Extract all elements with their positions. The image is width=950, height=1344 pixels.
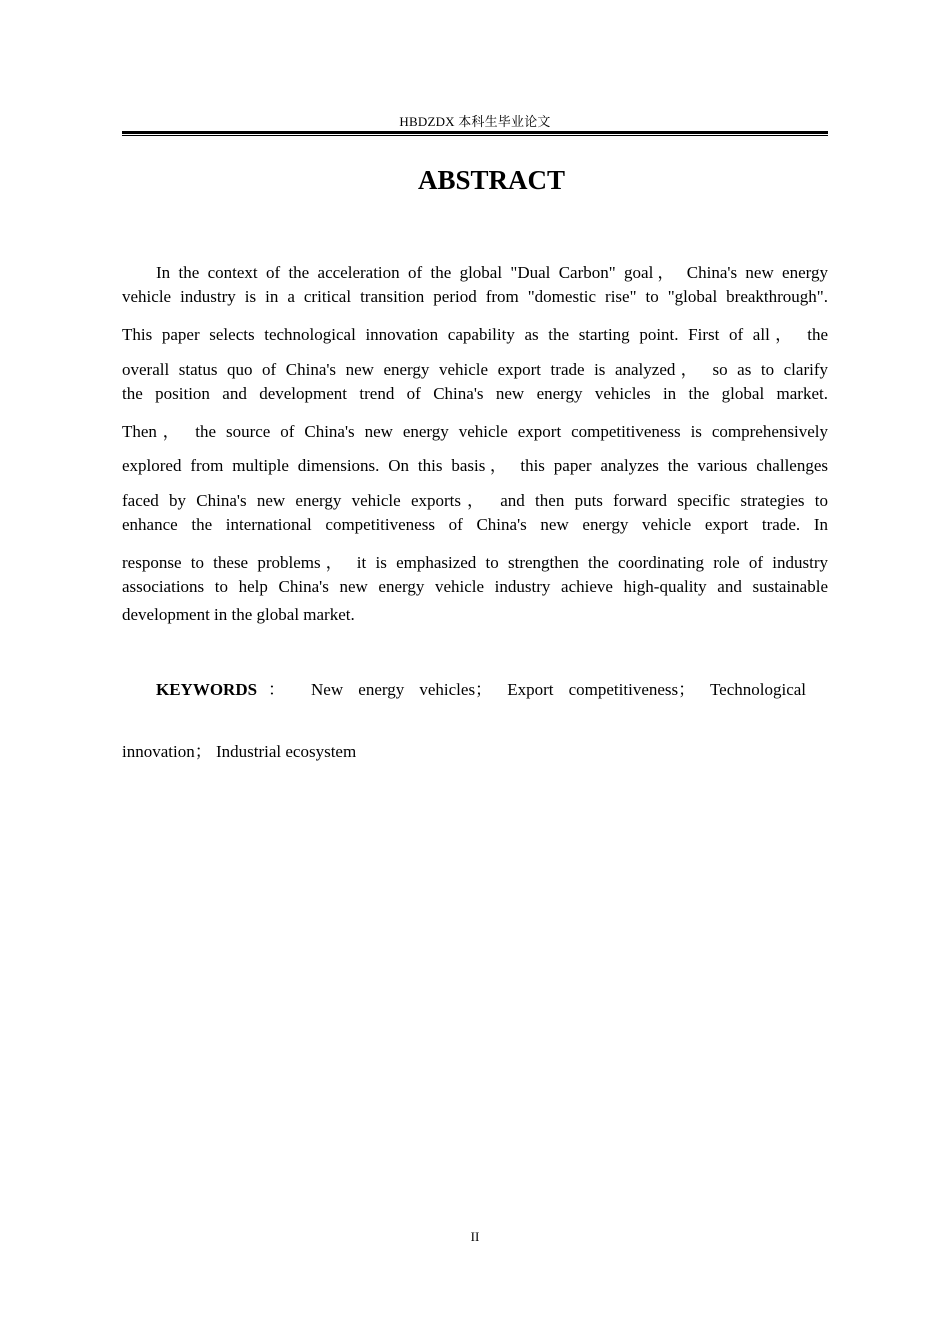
abstract-line-7: explored from multiple dimensions. On this basis， this paper analyzes the various challenges [122,456,828,475]
abstract-line-9: enhance the international competitiveness of China's new energy vehicle export trade. In [122,515,828,534]
abstract-line-3: This paper selects technological innovation capability as the starting point. First of all， the [122,325,828,344]
keywords-separator: ： [257,680,296,699]
abstract-line-6: Then， the source of China's new energy vehicle export competitiveness is comprehensively [122,422,828,441]
keywords-label-group [156,680,296,699]
running-header: HBDZDX 本科生毕业论文 [399,114,551,129]
abstract-line-11: associations to help China's new energy vehicle industry achieve high-quality and sustainable [122,577,828,596]
abstract-line-2: vehicle industry is in a critical transition period from "domestic rise" to "global breakthrough". [122,287,828,306]
abstract-line-8: faced by China's new energy vehicle exports， and then puts forward specific strategies to [122,491,828,510]
abstract-line-12: development in the global market. [122,605,355,624]
keywords-label: KEYWORDS [156,680,258,699]
abstract-line-1: In the context of the acceleration of the global "Dual Carbon" goal， China's new energy [156,263,828,282]
abstract-line-5: the position and development trend of China's new energy vehicles in the global market. [122,384,828,403]
keywords-terms-line-2: innovation； Industrial ecosystem [122,742,357,761]
keywords-line-1 [122,676,806,704]
keywords-terms-line-1: New energy vehicles； Export competitiveness； Technological [311,680,807,699]
abstract-line-4: overall status quo of China's new energy vehicle export trade is analyzed， so as to clarify [122,360,828,379]
abstract-line-10: response to these problems， it is emphasized to strengthen the coordinating role of industry [122,553,828,572]
abstract-title: ABSTRACT [417,165,566,195]
page-number: II [470,1229,480,1244]
header-double-rule [122,131,828,136]
